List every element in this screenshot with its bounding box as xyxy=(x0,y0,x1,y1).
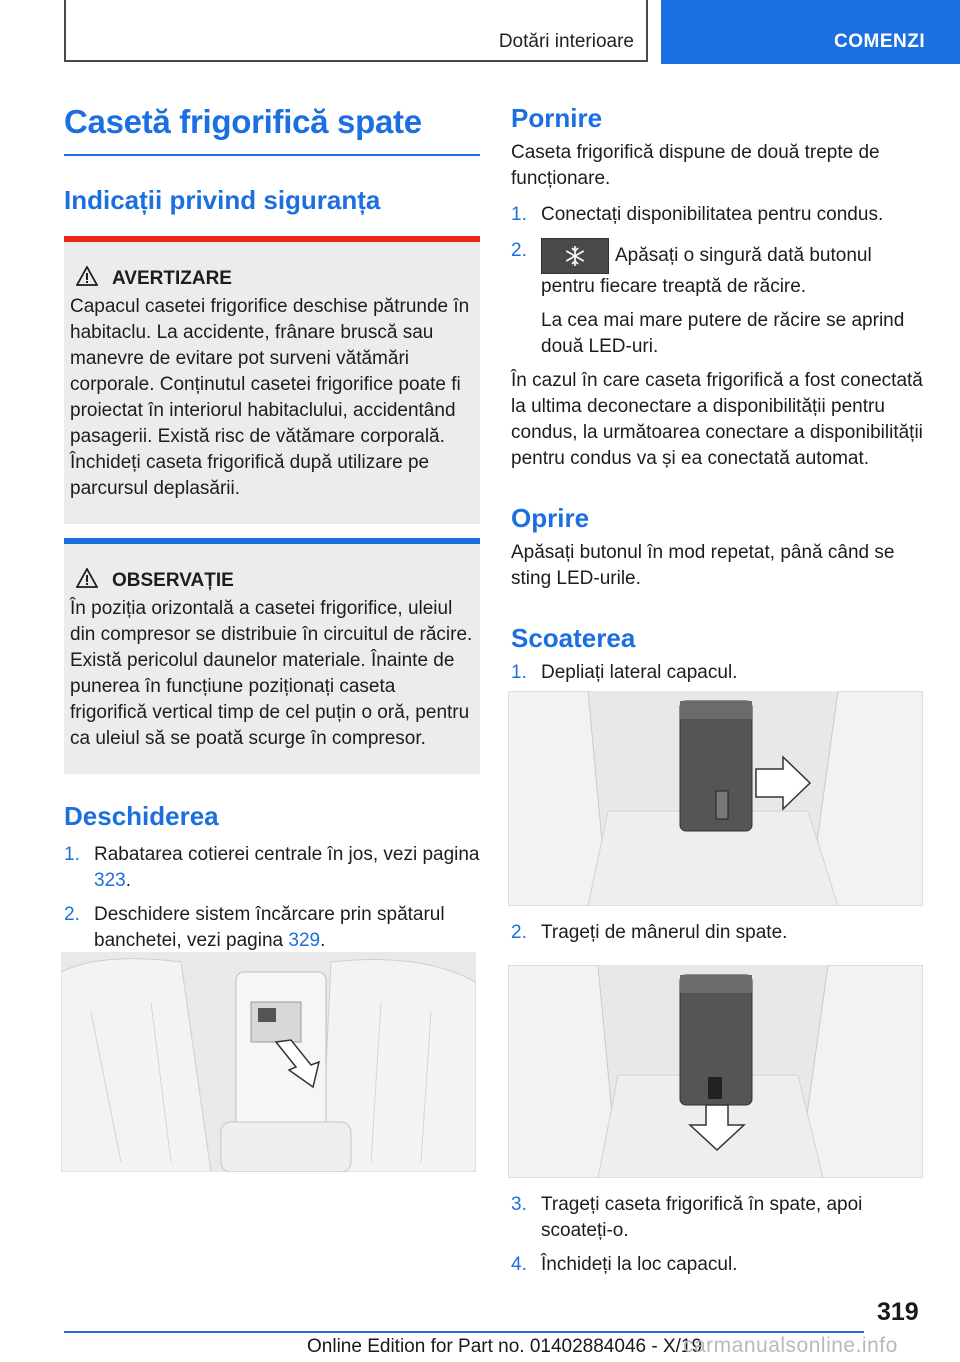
page-number: 319 xyxy=(877,1298,919,1326)
list-item xyxy=(511,920,923,946)
footer-divider xyxy=(64,1331,864,1333)
notice-triangle-icon xyxy=(76,568,98,588)
remove-steps-b xyxy=(511,920,923,946)
step-text: Depliați lateral capacul. xyxy=(541,662,738,683)
open-heading: Deschiderea xyxy=(64,801,219,831)
safety-heading: Indicații privind siguranța xyxy=(64,185,381,215)
list-item xyxy=(511,660,923,686)
remove-step2-wrap xyxy=(511,920,923,946)
list-item xyxy=(511,1252,923,1278)
warning-box xyxy=(64,242,480,524)
warning-text: Capacul casetei frigorifice deschise pătrunde în habitaclu. La accidente, frânare bruscă sau manevre de evitare pot surveni vătămări corporale. Conținutul casetei frigorifice poate fi proiectat în interiorul habitaclului, accidentând pasagerii. Există risc de vătămare corporală. Închideți caseta frigorifică după utilizare pe parcursul deplasării. xyxy=(70,296,470,499)
step-text: Apăsați o singură dată butonul pentru fiecare treaptă de răcire. xyxy=(541,245,872,297)
step-punct: . xyxy=(320,930,326,951)
step-number: 1. xyxy=(64,844,80,865)
armrest-illustration xyxy=(61,952,476,1172)
start-steps xyxy=(511,202,923,360)
page-link[interactable]: 323 xyxy=(94,870,126,891)
page-title: Casetă frigorifică spate xyxy=(64,100,480,156)
step-number: 1. xyxy=(511,204,527,225)
header-section-tab xyxy=(64,0,648,62)
notice-text: În poziția orizontală a casetei frigorifice, uleiul din compresor se distribuie în circuitul de răcire. Există pericolul daunelor materiale. Înainte de punerea în funcțiune poziționați caseta frigorifică vertical timp de cel puțin o oră, pentru ca uleiul să se poată scurge în compresor. xyxy=(70,598,473,749)
remove-heading: Scoaterea xyxy=(511,623,636,653)
stop-heading: Oprire xyxy=(511,503,590,533)
step-number: 3. xyxy=(511,1194,527,1215)
step-punct: . xyxy=(125,870,131,891)
snowflake-icon xyxy=(542,239,608,273)
step-number: 1. xyxy=(511,662,527,683)
watermark: carmanualsonline.info xyxy=(683,1334,898,1357)
remove-step34-wrap xyxy=(511,1192,923,1278)
warning-title: AVERTIZARE xyxy=(112,268,232,289)
start-heading: Pornire xyxy=(511,103,603,133)
list-item xyxy=(511,1192,923,1244)
warning-triangle-icon xyxy=(76,266,98,286)
step-number: 2. xyxy=(511,922,527,943)
step-text: Trageți de mânerul din spate. xyxy=(541,922,788,943)
cooling-button-icon xyxy=(541,238,609,274)
remove-steps-c xyxy=(511,1192,923,1278)
step-text: Conectați disponibilitatea pentru condus. xyxy=(541,204,884,225)
remove-steps-a xyxy=(511,660,923,686)
step-number: 2. xyxy=(511,240,527,261)
left-column xyxy=(64,100,480,988)
notice-box xyxy=(64,544,480,774)
section-label: Dotări interioare xyxy=(498,31,634,52)
chapter-label: COMENZI xyxy=(834,31,926,52)
notice-title: OBSERVAȚIE xyxy=(112,570,234,591)
list-item xyxy=(511,202,923,228)
list-item xyxy=(511,238,923,360)
fridge-side-illustration xyxy=(508,691,923,906)
header-chapter-tab xyxy=(661,0,960,64)
start-paragraph: În cazul în care caseta frigorifică a fost conectată la ultima deconectare a disponibilității pentru condus, la următoarea conectare a disponibilității pentru condus va și ea conectată automat. xyxy=(511,370,923,469)
step-text: Închideți la loc capacul. xyxy=(541,1254,738,1275)
step-number: 2. xyxy=(64,904,80,925)
fridge-handle-illustration xyxy=(508,965,923,1178)
list-item xyxy=(64,842,480,894)
list-item xyxy=(64,902,480,954)
edition-text: Online Edition for Part no. 01402884046 - X/19 xyxy=(307,1336,703,1357)
start-intro: Caseta frigorifică dispune de două trepte de funcționare. xyxy=(511,142,880,189)
page-link[interactable]: 329 xyxy=(288,930,321,951)
right-column xyxy=(511,100,923,686)
step-text: Rabatarea cotierei centrale în jos, vezi pagina xyxy=(94,844,480,865)
stop-text: Apăsați butonul în mod repetat, până când se sting LED-urile. xyxy=(511,542,895,589)
start-note: La cea mai mare putere de răcire se aprind două LED-uri. xyxy=(541,310,905,357)
step-text: Trageți caseta frigorifică în spate, apoi scoateți-o. xyxy=(541,1194,863,1241)
step-text: Deschidere sistem încărcare prin spătarul banchetei, vezi pagina xyxy=(94,904,445,951)
step-number: 4. xyxy=(511,1254,527,1275)
